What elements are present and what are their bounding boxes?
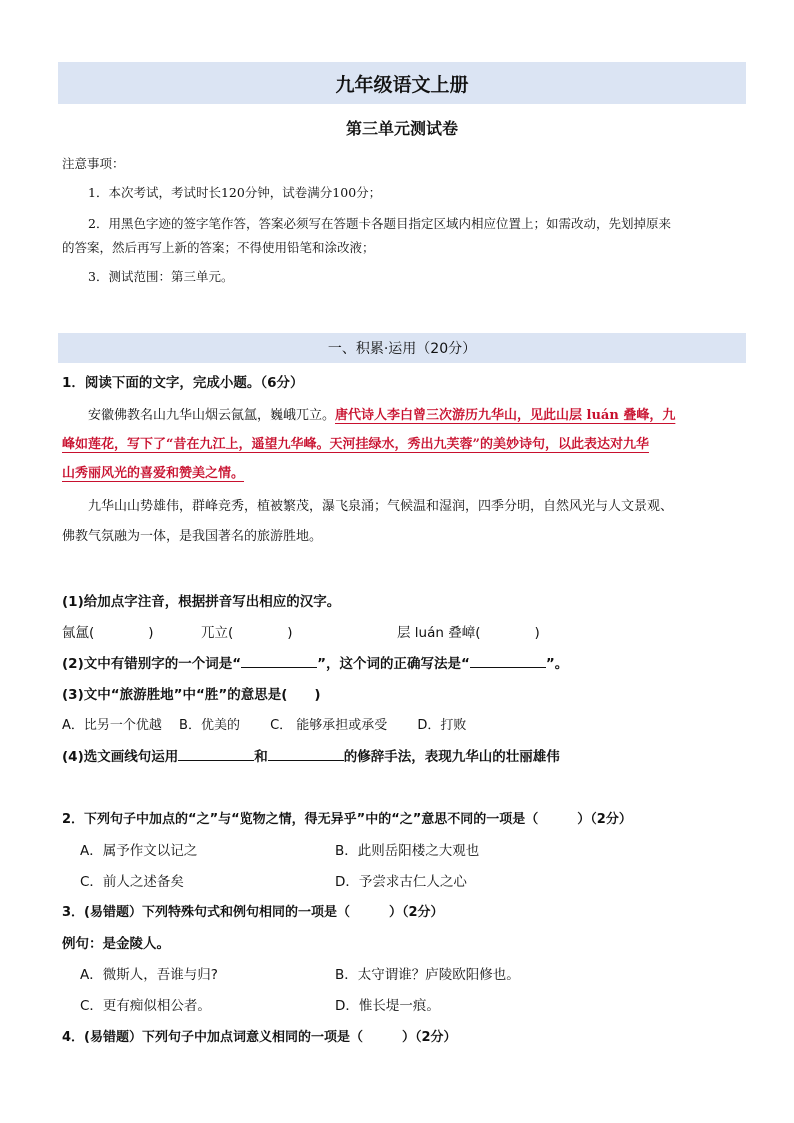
q3-example: 例句：是金陵人。 xyxy=(62,936,170,952)
q3-stem: 3．(易错题）下列特殊句式和例句相同的一项是（ ）（2分） xyxy=(62,905,444,920)
q1-sub2-part-c: ”。 xyxy=(545,656,569,672)
q1-sub3: (3)文中“旅游胜地”中“胜”的意思是( ) xyxy=(62,687,321,703)
q2-option-a: A．属予作文以记之 xyxy=(80,843,198,859)
q2-option-d: D．予尝求古仁人之心 xyxy=(335,874,467,890)
notes-item-2: 2．用黑色字迹的签字笔作答，答案必须写在答题卡各题目指定区域内相应位置上；如需改动，先划掉原来 xyxy=(88,216,671,231)
page-title: 九年级语文上册 xyxy=(335,73,469,96)
q1-underlined-line-1: 唐代诗人李白曾三次游历九华山，见此山层 luán 叠峰，九 xyxy=(335,408,676,423)
q1-underlined-line-3: 山秀丽风光的喜爱和赞美之情。 xyxy=(62,466,245,481)
q1-sub4-part-a: (4)选文画线句运用 xyxy=(62,749,179,765)
notes-block xyxy=(62,151,752,292)
notes-heading: 注意事项： xyxy=(62,156,125,171)
q1-sub1-item-a: 氤氲( ) xyxy=(62,625,154,641)
notes-item-1: 1．本次考试，考试时长120分钟，试卷满分100分； xyxy=(88,185,382,200)
q1-sub3-options: A．比另一个优越 B．优美的 C． 能够承担或承受 D．打败 xyxy=(62,718,467,733)
q1-sub2-part-a: (2)文中有错别字的一个词是“ xyxy=(62,656,242,672)
section-1-label: 一、积累·运用（20分） xyxy=(327,341,477,357)
q1-sub4 xyxy=(62,745,560,765)
q1-passage-1-start: 安徽佛教名山九华山烟云氤氲，巍峨兀立。 xyxy=(88,408,336,423)
title-banner xyxy=(58,62,746,104)
q1-sub1-prompt: (1)给加点字注音，根据拼音写出相应的汉字。 xyxy=(62,594,341,610)
q3-option-c: C．更有痴似相公者。 xyxy=(80,998,211,1014)
q1-sub4-blank-2[interactable] xyxy=(268,748,344,761)
q2-option-b: B．此则岳阳楼之大观也 xyxy=(335,843,480,859)
q1-sub2-blank-1[interactable] xyxy=(241,655,317,668)
q4-stem: 4．(易错题）下列句子中加点词意义相同的一项是（ ）（2分） xyxy=(62,1030,457,1045)
q3-option-a: A．微斯人，吾谁与归? xyxy=(80,967,218,983)
q1-passage-1 xyxy=(62,401,746,488)
q1-sub2-part-b: ”，这个词的正确写法是“ xyxy=(317,656,470,672)
q1-stem: 1．阅读下面的文字，完成小题。（6分） xyxy=(62,375,304,391)
notes-item-3: 3．测试范围：第三单元。 xyxy=(88,269,234,284)
q1-passage-2 xyxy=(62,492,746,552)
q1-sub1-item-b: 兀立( ) xyxy=(201,625,293,641)
q2-stem: 2．下列句子中加点的“之”与“览物之情，得无异乎”中的“之”意思不同的一项是（ ）（2分） xyxy=(62,812,632,827)
q1-sub1-item-c: 层 luán 叠嶂( ) xyxy=(397,625,540,641)
q3-option-b: B．太守谓谁？庐陵欧阳修也。 xyxy=(335,967,520,983)
section-1-banner xyxy=(58,333,746,363)
page-subtitle: 第三单元测试卷 xyxy=(345,119,458,138)
q3-option-d: D．惟长堤一痕。 xyxy=(335,998,440,1014)
q1-underlined-line-2: 峰如莲花，写下了“昔在九江上，遥望九华峰。天河挂绿水，秀出九芙蓉”的美妙诗句，以此表达对九华 xyxy=(62,437,649,452)
q1-sub4-blank-1[interactable] xyxy=(178,748,254,761)
q1-passage-2-line-1: 九华山山势雄伟，群峰竞秀，植被繁茂，瀑飞泉涌；气候温和湿润，四季分明，自然风光与人文景观、 xyxy=(88,499,674,514)
q2-option-c: C．前人之述备矣 xyxy=(80,874,184,890)
notes-item-2-continued: 的答案，然后再写上新的答案；不得使用铅笔和涂改液； xyxy=(62,240,375,255)
q1-sub4-part-c: 的修辞手法，表现九华山的壮丽雄伟 xyxy=(343,749,560,765)
q1-sub4-part-b: 和 xyxy=(254,749,268,765)
q1-passage-2-line-2: 佛教气氛融为一体，是我国著名的旅游胜地。 xyxy=(62,529,323,544)
q1-sub2 xyxy=(62,652,568,672)
q1-sub2-blank-2[interactable] xyxy=(470,655,546,668)
